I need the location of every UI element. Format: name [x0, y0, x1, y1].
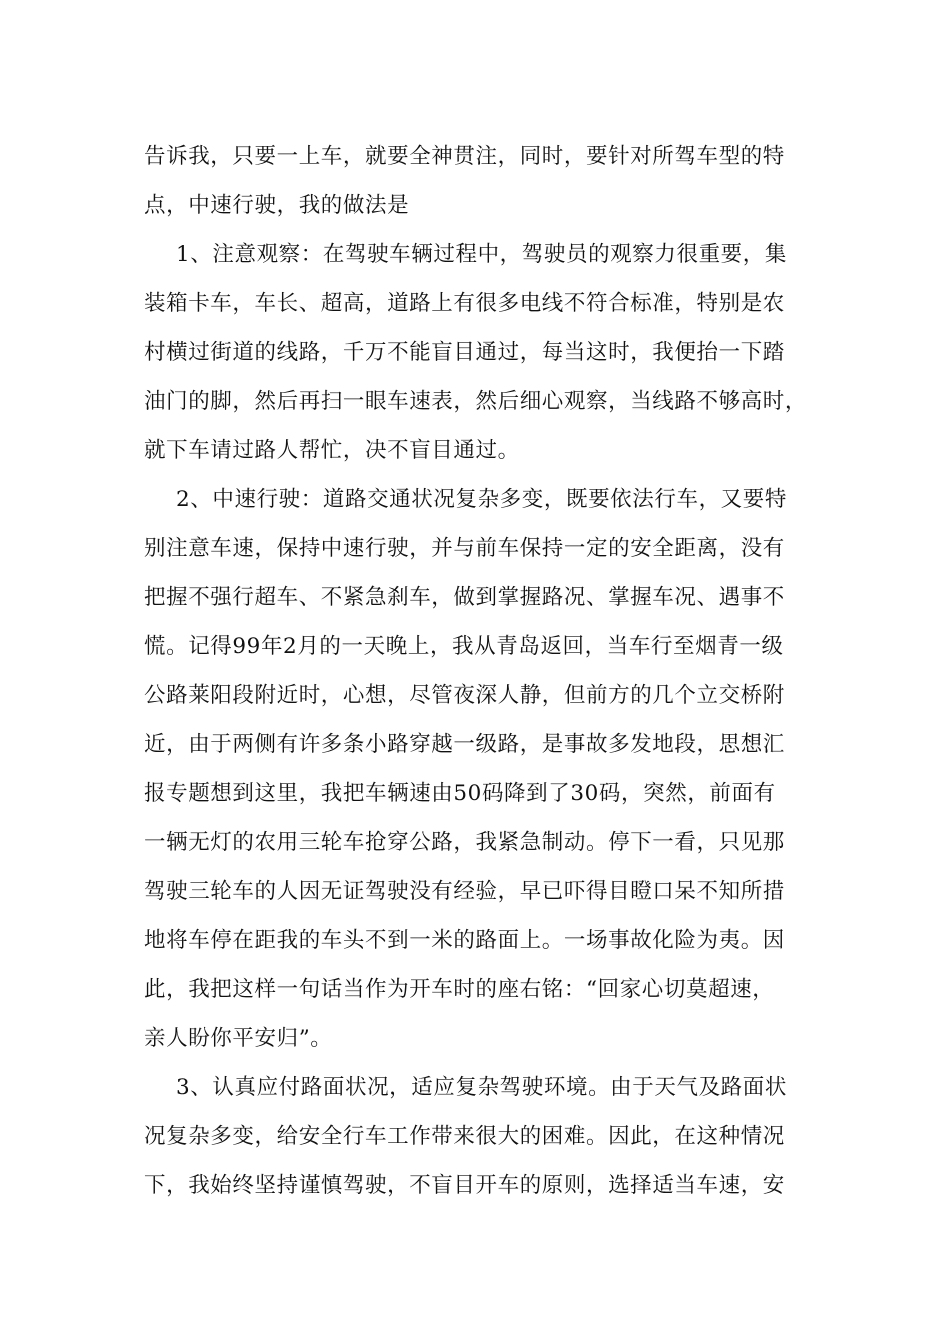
text-line: 亲人盼你平安归”。 — [144, 1026, 333, 1051]
text-line: 别注意车速，保持中速行驶，并与前车保持一定的安全距离，没有 — [144, 536, 785, 561]
text-line: 一辆无灯的农用三轮车抢穿公路，我紧急制动。停下一看，只见那 — [144, 830, 785, 855]
text-line: 就下车请过路人帮忙，决不盲目通过。 — [144, 438, 520, 463]
text-line: 报专题想到这里，我把车辆速由50码降到了30码，突然，前面有 — [144, 781, 776, 806]
text-line: 点，中速行驶，我的做法是 — [144, 193, 410, 218]
paragraph-start-line: 3、认真应付路面状况，适应复杂驾驶环境。由于天气及路面状 — [176, 1075, 787, 1100]
text-line: 村横过街道的线路，千万不能盲目通过，每当这时，我便抬一下踏 — [144, 340, 785, 365]
paragraph-start-line: 1、注意观察：在驾驶车辆过程中，驾驶员的观察力很重要，集 — [176, 242, 787, 267]
text-line: 近，由于两侧有许多条小路穿越一级路，是事故多发地段，思想汇 — [144, 732, 785, 757]
paragraph-start-line: 2、中速行驶：道路交通状况复杂多变，既要依法行车，又要特 — [176, 487, 787, 512]
text-line: 况复杂多变，给安全行车工作带来很大的困难。因此，在这种情况 — [144, 1124, 785, 1149]
text-line: 地将车停在距我的车头不到一米的路面上。一场事故化险为夷。因 — [144, 928, 785, 953]
text-line: 驾驶三轮车的人因无证驾驶没有经验，早已吓得目瞪口呆不知所措 — [144, 879, 785, 904]
text-line: 把握不强行超车、不紧急刹车，做到掌握路况、掌握车况、遇事不 — [144, 585, 785, 610]
text-line: 慌。记得99年2月的一天晚上，我从青岛返回，当车行至烟青一级 — [144, 634, 784, 659]
text-line: 公路莱阳段附近时，心想，尽管夜深人静，但前方的几个立交桥附 — [144, 683, 785, 708]
text-line: 下，我始终坚持谨慎驾驶，不盲目开车的原则，选择适当车速，安 — [144, 1173, 785, 1198]
text-line: 装箱卡车，车长、超高，道路上有很多电线不符合标准，特别是农 — [144, 291, 785, 316]
text-line: 此，我把这样一句话当作为开车时的座右铭：“回家心切莫超速， — [144, 977, 775, 1002]
text-line: 告诉我，只要一上车，就要全神贯注，同时，要针对所驾车型的特 — [144, 144, 785, 169]
body-text — [144, 132, 814, 1210]
text-line: 油门的脚，然后再扫一眼车速表，然后细心观察，当线路不够高时， — [144, 389, 808, 414]
